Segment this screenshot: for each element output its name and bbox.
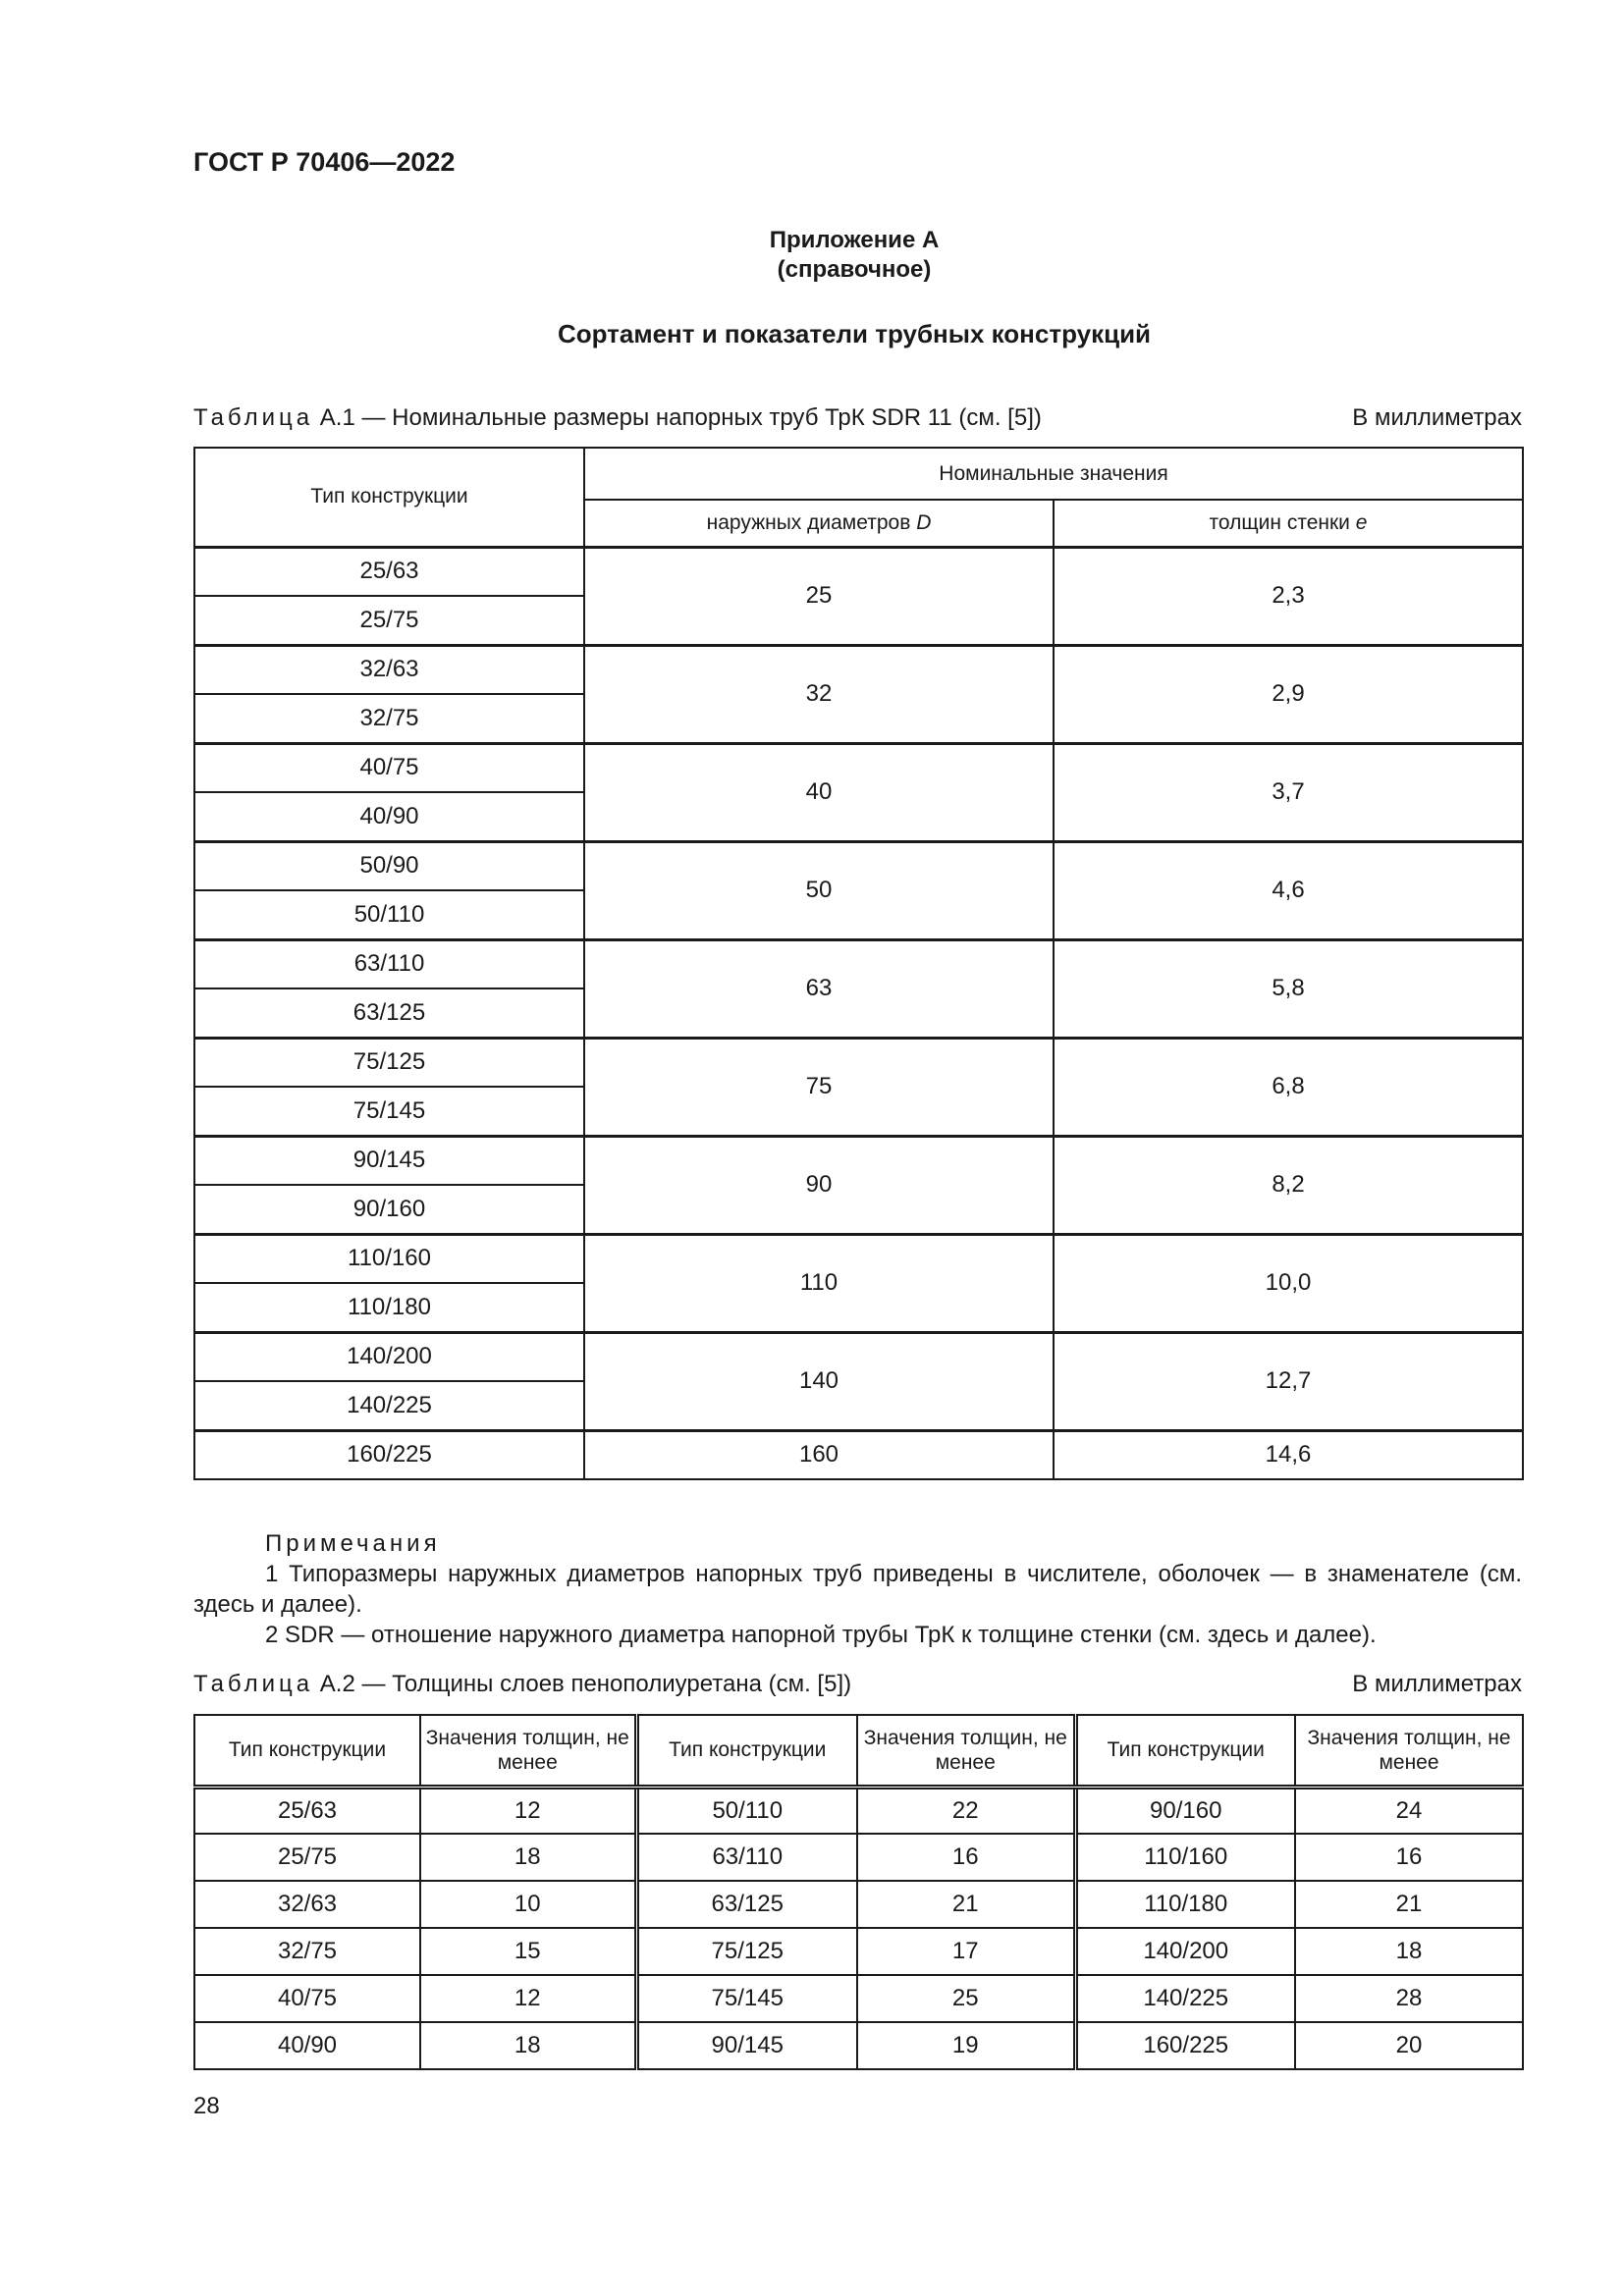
table2-cell-type-2: 75/125 (636, 1928, 857, 1975)
table2-cell-type-1: 40/90 (194, 2022, 420, 2069)
table2-cell-type-2: 90/145 (636, 2022, 857, 2069)
table1-cell-type: 63/125 (194, 988, 584, 1038)
table2-cell-type-2: 50/110 (636, 1787, 857, 1834)
table1-row (194, 1430, 1523, 1479)
table2-row (194, 1975, 1523, 2022)
table2-caption-word: Таблица (193, 1671, 314, 1697)
table2-cell-type-3: 140/225 (1075, 1975, 1295, 2022)
table1-cell-wall: 12,7 (1054, 1332, 1523, 1430)
table1-cell-wall: 2,9 (1054, 645, 1523, 743)
table2-cell-value-1: 10 (420, 1881, 636, 1928)
table2-cell-value-1: 18 (420, 2022, 636, 2069)
table2-cell-type-1: 32/63 (194, 1881, 420, 1928)
table1-cell-type: 90/160 (194, 1185, 584, 1234)
table2-cell-type-2: 63/110 (636, 1834, 857, 1881)
table2-caption (193, 1671, 851, 1698)
table1-header-diameter-symbol: D (916, 510, 932, 534)
table1-row (194, 939, 1523, 988)
table1-cell-wall: 14,6 (1054, 1430, 1523, 1479)
table1-row (194, 1234, 1523, 1283)
table2-cell-type-3: 110/160 (1075, 1834, 1295, 1881)
note-1: 1 Типоразмеры наружных диаметров напорных труб приведены в числителе, оболочек — в знаменателе (см. здесь и далее). (193, 1561, 1522, 1618)
table1-cell-type: 40/75 (194, 743, 584, 792)
table1-header-diameter-label: наружных диаметров (706, 510, 911, 534)
table1-cell-type: 25/75 (194, 596, 584, 645)
table2-row (194, 1881, 1523, 1928)
table2-row (194, 1928, 1523, 1975)
table2-cell-value-1: 12 (420, 1975, 636, 2022)
table1-cell-wall: 4,6 (1054, 841, 1523, 939)
table1-units: В миллиметрах (1352, 404, 1522, 431)
table2-cell-value-2: 17 (857, 1928, 1075, 1975)
table2-cell-value-3: 20 (1295, 2022, 1523, 2069)
table1-cell-wall: 2,3 (1054, 547, 1523, 645)
table1-cell-type: 110/180 (194, 1283, 584, 1332)
table2-header-type-3: Тип конструкции (1075, 1715, 1295, 1787)
table2-cell-type-3: 160/225 (1075, 2022, 1295, 2069)
table1-cell-type: 32/75 (194, 694, 584, 743)
table1-caption-text: А.1 — Номинальные размеры напорных труб ТрК SDR 11 (см. [5]) (319, 404, 1042, 431)
table1-cell-diameter: 40 (584, 743, 1054, 841)
table1 (193, 447, 1524, 1480)
table1-cell-type: 160/225 (194, 1430, 584, 1479)
table1-cell-wall: 8,2 (1054, 1136, 1523, 1234)
table1-cell-type: 140/225 (194, 1381, 584, 1430)
table2-units: В миллиметрах (1352, 1671, 1522, 1697)
table1-cell-type: 63/110 (194, 939, 584, 988)
table2-cell-value-2: 16 (857, 1834, 1075, 1881)
table1-cell-wall: 10,0 (1054, 1234, 1523, 1332)
table2-row (194, 1787, 1523, 1834)
table2-cell-type-3: 110/180 (1075, 1881, 1295, 1928)
table2-cell-type-1: 40/75 (194, 1975, 420, 2022)
table2-cell-value-3: 16 (1295, 1834, 1523, 1881)
table1-cell-type: 50/110 (194, 890, 584, 939)
table2-cell-value-2: 25 (857, 1975, 1075, 2022)
table1-header-type: Тип конструкции (194, 448, 584, 547)
table1-row (194, 1136, 1523, 1185)
table2-header-type-2: Тип конструкции (636, 1715, 857, 1787)
table2-cell-type-2: 63/125 (636, 1881, 857, 1928)
table1-header-wall (1054, 500, 1523, 547)
table1-header-wall-symbol: e (1355, 510, 1368, 534)
table1-cell-diameter: 75 (584, 1038, 1054, 1136)
table1-caption (193, 404, 1042, 432)
table1-row (194, 547, 1523, 596)
table2-header-type-1: Тип конструкции (194, 1715, 420, 1787)
table2-header-value-3: Значения толщин, не менее (1295, 1715, 1523, 1787)
table2-header-value-2: Значения толщин, не менее (857, 1715, 1075, 1787)
table1-row (194, 743, 1523, 792)
table2-cell-value-1: 18 (420, 1834, 636, 1881)
table2-caption-text: А.2 — Толщины слоев пенополиуретана (см. [5]) (319, 1671, 852, 1697)
table2-cell-value-2: 22 (857, 1787, 1075, 1834)
page-number: 28 (193, 2093, 220, 2119)
appendix-label: Приложение А (769, 227, 940, 253)
table1-cell-diameter: 140 (584, 1332, 1054, 1430)
table1-cell-wall: 5,8 (1054, 939, 1523, 1038)
table1-cell-diameter: 32 (584, 645, 1054, 743)
table1-cell-type: 40/90 (194, 792, 584, 841)
table1-cell-diameter: 160 (584, 1430, 1054, 1479)
table2-cell-value-1: 12 (420, 1787, 636, 1834)
table2-cell-type-1: 25/75 (194, 1834, 420, 1881)
section-title: Сортамент и показатели трубных конструкций (557, 319, 1152, 348)
table1-row (194, 841, 1523, 890)
table1-cell-type: 50/90 (194, 841, 584, 890)
note-2: 2 SDR — отношение наружного диаметра напорной трубы ТрК к толщине стенки (см. здесь и далее). (265, 1622, 1377, 1648)
table2-cell-value-3: 24 (1295, 1787, 1523, 1834)
table2-row (194, 2022, 1523, 2069)
table1-cell-type: 110/160 (194, 1234, 584, 1283)
table2-cell-type-1: 32/75 (194, 1928, 420, 1975)
notes (193, 1528, 1522, 1650)
table2-cell-type-1: 25/63 (194, 1787, 420, 1834)
table1-cell-diameter: 110 (584, 1234, 1054, 1332)
table1-header-wall-label: толщин стенки (1209, 510, 1350, 534)
table2-cell-type-3: 90/160 (1075, 1787, 1295, 1834)
table2-cell-value-2: 21 (857, 1881, 1075, 1928)
table1-cell-type: 140/200 (194, 1332, 584, 1381)
appendix-type: (справочное) (777, 256, 932, 283)
table2-cell-value-3: 28 (1295, 1975, 1523, 2022)
table1-cell-diameter: 90 (584, 1136, 1054, 1234)
table2-cell-value-3: 18 (1295, 1928, 1523, 1975)
table1-header-nominal: Номинальные значения (584, 448, 1523, 500)
table1-cell-wall: 6,8 (1054, 1038, 1523, 1136)
table2-header-value-1: Значения толщин, не менее (420, 1715, 636, 1787)
table2-cell-value-2: 19 (857, 2022, 1075, 2069)
table2-cell-type-2: 75/145 (636, 1975, 857, 2022)
table2-row (194, 1834, 1523, 1881)
table1-cell-type: 25/63 (194, 547, 584, 596)
table1-caption-word: Таблица (193, 404, 314, 431)
table1-cell-type: 90/145 (194, 1136, 584, 1185)
table1-cell-type: 32/63 (194, 645, 584, 694)
table1-cell-diameter: 50 (584, 841, 1054, 939)
table2 (193, 1714, 1524, 2070)
table1-cell-diameter: 63 (584, 939, 1054, 1038)
table1-cell-diameter: 25 (584, 547, 1054, 645)
notes-heading: Примечания (265, 1530, 441, 1557)
table2-cell-value-1: 15 (420, 1928, 636, 1975)
table1-row (194, 645, 1523, 694)
table2-cell-value-3: 21 (1295, 1881, 1523, 1928)
table2-cell-type-3: 140/200 (1075, 1928, 1295, 1975)
table1-row (194, 1038, 1523, 1087)
table1-row (194, 1332, 1523, 1381)
table1-cell-type: 75/145 (194, 1087, 584, 1136)
document-code: ГОСТ Р 70406—2022 (193, 147, 456, 177)
table1-cell-wall: 3,7 (1054, 743, 1523, 841)
table1-header-diameter (584, 500, 1054, 547)
table1-cell-type: 75/125 (194, 1038, 584, 1087)
